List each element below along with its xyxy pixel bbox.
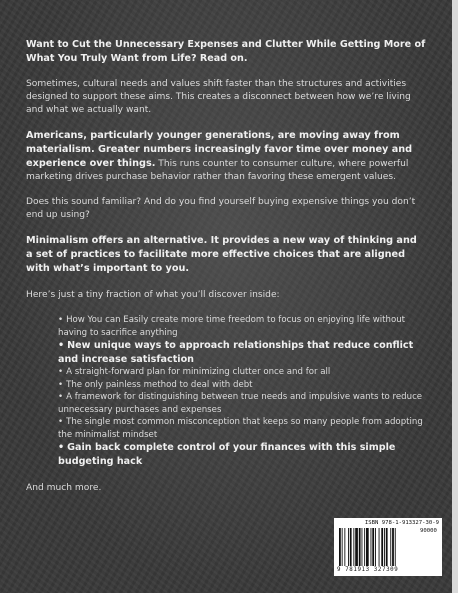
bullet-item: • The single most common misconception that keeps so many people from adopting the minimalist mindset: [58, 417, 423, 440]
paragraph-2-bold: Americans, particularly younger generations, are moving away from materialism. Greater numbers increasingly favor time over money and experience over things.: [26, 130, 413, 169]
barcode-bar: [386, 528, 388, 566]
barcode-bar: [348, 528, 349, 566]
barcode-bar: [395, 528, 396, 566]
bullet-dot: •: [58, 392, 64, 402]
barcode-bar: [350, 528, 352, 566]
bullet-item: • Gain back complete control of your finances with this simple budgeting hack: [58, 442, 396, 467]
barcode-bar: [344, 528, 345, 566]
bullet-item: • New unique ways to approach relationships that reduce conflict and increase satisfaction: [58, 340, 414, 365]
barcode-bars: [339, 528, 417, 566]
barcode-bar: [371, 528, 372, 566]
barcode-bar: [375, 528, 376, 566]
isbn-label: ISBN 978-1-913327-30-9: [364, 520, 439, 526]
barcode-bar: [372, 528, 374, 566]
barcode-bar: [366, 528, 369, 566]
barcode-bar: [381, 528, 383, 566]
bullet-list: [26, 314, 426, 468]
isbn-barcode: [334, 518, 442, 576]
paragraph-2-rest: This runs counter to consumer culture, where powerful marketing drives purchase behavior rather than favoring these emergent values.: [26, 159, 409, 182]
bullet-dot: •: [58, 315, 64, 325]
barcode-bar: [390, 528, 391, 566]
bullet-item: • A framework for distinguishing between true needs and impulsive wants to reduce unnecessary purchases and expenses: [58, 392, 423, 415]
barcode-bar: [392, 528, 394, 566]
bullet-dot: •: [58, 340, 65, 351]
barcode-bar: [379, 528, 380, 566]
barcode-bar: [342, 528, 343, 566]
barcode-bar: [353, 528, 354, 566]
bullet-item: • How You can Easily create more time freedom to focus on enjoying life without having to sacrifice anything: [58, 315, 406, 338]
paragraph-2: [26, 129, 426, 184]
bullet-item: • The only painless method to deal with debt: [58, 379, 253, 390]
barcode-bar: [362, 528, 363, 566]
price-code: 90000: [420, 528, 437, 534]
barcode-digits: 9 781913 327309: [337, 567, 399, 573]
bullet-dot: •: [58, 442, 65, 453]
bullet-item: • A straight-forward plan for minimizing clutter once and for all: [58, 367, 331, 377]
bullet-intro: Here’s just a tiny fraction of what you’ll discover inside:: [26, 290, 280, 300]
barcode-bar: [359, 528, 361, 566]
paragraph-1: Sometimes, cultural needs and values shift faster than the structures and activities designed to support these aims. This creates a disconnect between how we’re living and what we actually want.: [26, 79, 411, 115]
bullet-dot: •: [58, 379, 64, 390]
blurb-content: [26, 38, 426, 507]
paragraph-3: Does this sound familiar? And do you find yourself buying expensive things you don’t end up using?: [26, 197, 416, 220]
bullet-dot: •: [58, 367, 64, 377]
bullet-dot: •: [58, 417, 64, 427]
paragraph-4: Minimalism offers an alternative. It provides a new way of thinking and a set of practices to facilitate more effective choices that are aligned with what’s important to you.: [26, 235, 417, 274]
barcode-bar: [339, 528, 341, 566]
barcode-bar: [355, 528, 358, 566]
closing-line: And much more.: [26, 483, 102, 493]
page-edge: [452, 0, 458, 593]
barcode-bar: [364, 528, 365, 566]
blurb-heading: Want to Cut the Unnecessary Expenses and Clutter While Getting More of What You Truly Want from Life? Read on.: [26, 39, 426, 64]
barcode-bar: [384, 528, 385, 566]
